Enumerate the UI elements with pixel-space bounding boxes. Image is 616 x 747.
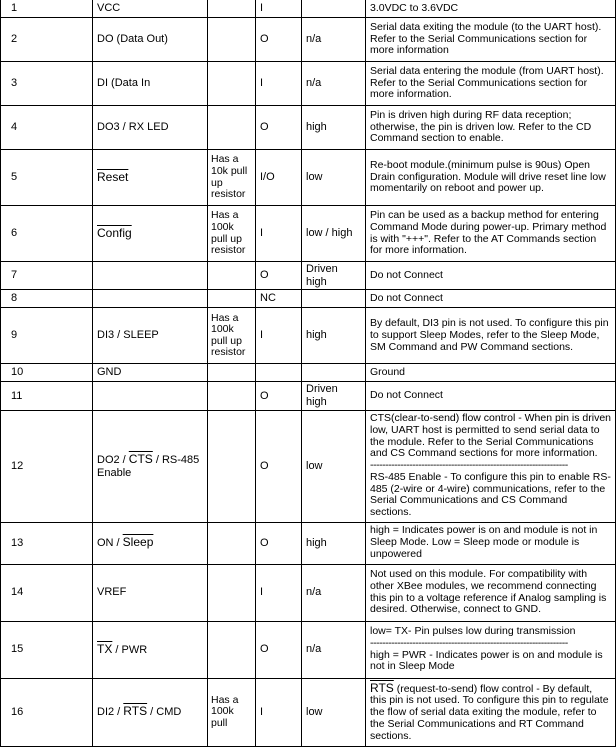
table-row: [1, 364, 616, 382]
pin-default-state: Driven high: [302, 262, 366, 290]
pin-default-state: low: [302, 410, 366, 522]
pin-number: 16: [1, 678, 93, 746]
table-row: [1, 308, 616, 364]
pin-description: [366, 621, 616, 678]
pin-direction: I: [256, 308, 302, 364]
pin-name: [93, 206, 208, 262]
pin-number: 14: [1, 564, 93, 621]
pin-name: DO (Data Out): [93, 18, 208, 62]
pin-name: DI3 / SLEEP: [93, 308, 208, 364]
pin-direction: I/O: [256, 150, 302, 206]
description-part-1: CTS(clear-to-send) flow control - When pin is driven low, UART host is permitted to send serial data to the module. Refer to the Serial Communications and CS Command sections for more information.: [370, 412, 611, 460]
pin-note: [208, 18, 256, 62]
pin-default-state: high: [302, 522, 366, 564]
pin-default-state: high: [302, 106, 366, 150]
table-row: [1, 410, 616, 522]
pin-description: By default, DI3 pin is not used. To configure this pin to support Sleep Modes, refer to the Sleep Mode, SM Command and PW Command sections.: [366, 308, 616, 364]
pin-note: [208, 410, 256, 522]
table-row: [1, 290, 616, 308]
pin-name: DI (Data In: [93, 62, 208, 106]
pin-default-state: [302, 290, 366, 308]
description-part-2: high = PWR - Indicates power is on and module is not in Sleep Mode: [370, 648, 603, 673]
pin-direction: O: [256, 410, 302, 522]
pin-direction: O: [256, 262, 302, 290]
pin-name: VCC: [93, 0, 208, 18]
pin-number: 9: [1, 308, 93, 364]
pin-default-state: n/a: [302, 62, 366, 106]
pin-default-state: low / high: [302, 206, 366, 262]
table-row: [1, 564, 616, 621]
pin-note: Has a 100k pull: [208, 678, 256, 746]
pin-description: Serial data entering the module (from UART host). Refer to the Serial Communications section for more information.: [366, 62, 616, 106]
table-row: [1, 621, 616, 678]
description-part-2: RS-485 Enable - To configure this pin to enable RS-485 (2-wire or 4-wire) communications, refer to the Serial Communications and CS Command sections.: [370, 470, 611, 519]
pin-direction: [256, 364, 302, 382]
pin-direction: I: [256, 678, 302, 746]
table-row: [1, 62, 616, 106]
pin-description: high = Indicates power is on and module is not in Sleep Mode. Low = Sleep mode or module is unpowered: [366, 522, 616, 564]
pin-description: Pin can be used as a backup method for entering Command Mode during power-up. Primary method is with "+++". Refer to the AT Commands section for more information.: [366, 206, 616, 262]
pin-name-prefix: DI2 /: [97, 706, 124, 719]
pin-number: 12: [1, 410, 93, 522]
pin-name-suffix: / CMD: [147, 706, 182, 719]
table-row: [1, 18, 616, 62]
pin-note: [208, 106, 256, 150]
pin-number: 7: [1, 262, 93, 290]
pin-default-state: [302, 364, 366, 382]
pin-name: VREF: [93, 564, 208, 621]
pin-default-state: n/a: [302, 564, 366, 621]
pin-note: [208, 364, 256, 382]
pin-default-state: low: [302, 678, 366, 746]
pin-default-state: low: [302, 150, 366, 206]
pin-number: 2: [1, 18, 93, 62]
pin-description: 3.0VDC to 3.6VDC: [366, 0, 616, 18]
pin-direction: I: [256, 206, 302, 262]
pin-name-prefix: DO2 /: [97, 453, 129, 466]
pin-note: Has a 100k pull up resistor: [208, 308, 256, 364]
pin-direction: O: [256, 382, 302, 410]
pin-name: [93, 678, 208, 746]
pin-description: Not used on this module. For compatibility with other XBee modules, we recommend connecting this pin to a voltage reference if Analog sampling is desired. Otherwise, connect to GND.: [366, 564, 616, 621]
pin-description: Do not Connect: [366, 262, 616, 290]
pin-number: 4: [1, 106, 93, 150]
pin-direction: I: [256, 0, 302, 18]
table-row: [1, 522, 616, 564]
pin-name: DO3 / RX LED: [93, 106, 208, 150]
pin-note: Has a 10k pull up resistor: [208, 150, 256, 206]
pin-note: [208, 382, 256, 410]
pin-name: [93, 621, 208, 678]
pin-note: Has a 100k pull up resistor: [208, 206, 256, 262]
pin-name: [93, 290, 208, 308]
pin-description: Re-boot module.(minimum pulse is 90us) Open Drain configuration. Module will drive reset line low momentarily on reboot and power up.: [366, 150, 616, 206]
pin-number: 15: [1, 621, 93, 678]
pin-number: 5: [1, 150, 93, 206]
pin-name: [93, 382, 208, 410]
table-row: [1, 150, 616, 206]
pin-name: GND: [93, 364, 208, 382]
description-separator: ------------------------------------------------------------------: [370, 637, 568, 649]
pin-default-state: Driven high: [302, 382, 366, 410]
pin-number: 8: [1, 290, 93, 308]
pin-note: [208, 564, 256, 621]
table-row: [1, 262, 616, 290]
pin-name: [93, 522, 208, 564]
pin-direction: NC: [256, 290, 302, 308]
pin-note: [208, 621, 256, 678]
table-row: [1, 382, 616, 410]
table-row: [1, 206, 616, 262]
pin-description: [366, 410, 616, 522]
pin-description: [366, 678, 616, 746]
pin-default-state: n/a: [302, 621, 366, 678]
pin-name: [93, 410, 208, 522]
description-part-1: (request-to-send) flow control - By default, this pin is not used. To configure this pin to regulate the flow of serial data exiting the module, refer to the Serial Communications and RT Command sections.: [370, 682, 609, 742]
pin-name-active-low: Config: [97, 225, 132, 240]
description-part-1: low= TX- Pin pulses low during transmission: [370, 625, 576, 638]
table-row: [1, 0, 616, 18]
pin-description: Serial data exiting the module (to the UART host). Refer to the Serial Communications section for more information: [366, 18, 616, 62]
pin-number: 6: [1, 206, 93, 262]
pin-name-active-low: $\overline{TX}$: [97, 641, 113, 656]
pin-direction: O: [256, 621, 302, 678]
pin-number: 13: [1, 522, 93, 564]
pin-number: 1: [1, 0, 93, 18]
pin-note: [208, 262, 256, 290]
pin-name-suffix: / RS-485 Enable: [97, 453, 200, 479]
pin-direction: I: [256, 62, 302, 106]
pin-note: [208, 522, 256, 564]
pin-name: [93, 150, 208, 206]
pin-number: 11: [1, 382, 93, 410]
pin-description: Do not Connect: [366, 382, 616, 410]
pin-name: [93, 262, 208, 290]
table-row: [1, 106, 616, 150]
table-row: [1, 678, 616, 746]
pin-note: [208, 0, 256, 18]
pin-name-suffix: / PWR: [112, 643, 148, 656]
pin-name-active-low: Reset: [97, 169, 129, 184]
pin-description: Ground: [366, 364, 616, 382]
pin-default-state: [302, 0, 366, 18]
pin-direction: O: [256, 522, 302, 564]
pin-number: 3: [1, 62, 93, 106]
pin-direction: I: [256, 564, 302, 621]
pin-description: Do not Connect: [366, 290, 616, 308]
description-active-low: $\overline{RTS}$: [370, 680, 394, 695]
pin-default-state: n/a: [302, 18, 366, 62]
pin-note: [208, 290, 256, 308]
pin-description: Pin is driven high during RF data reception; otherwise, the pin is driven low. Refer to the CD Command section to enable.: [366, 106, 616, 150]
pin-direction: O: [256, 18, 302, 62]
pin-name-active-low: $\overline{CTS}$: [128, 451, 153, 466]
pin-name-prefix: ON /: [97, 537, 123, 550]
pin-direction: O: [256, 106, 302, 150]
pin-default-state: high: [302, 308, 366, 364]
pin-number: 10: [1, 364, 93, 382]
description-separator: ------------------------------------------------------------------: [370, 460, 568, 472]
pin-note: [208, 62, 256, 106]
pin-name-active-low: Sleep: [122, 535, 154, 550]
pin-name-active-low: $\overline{RTS}$: [123, 704, 148, 719]
